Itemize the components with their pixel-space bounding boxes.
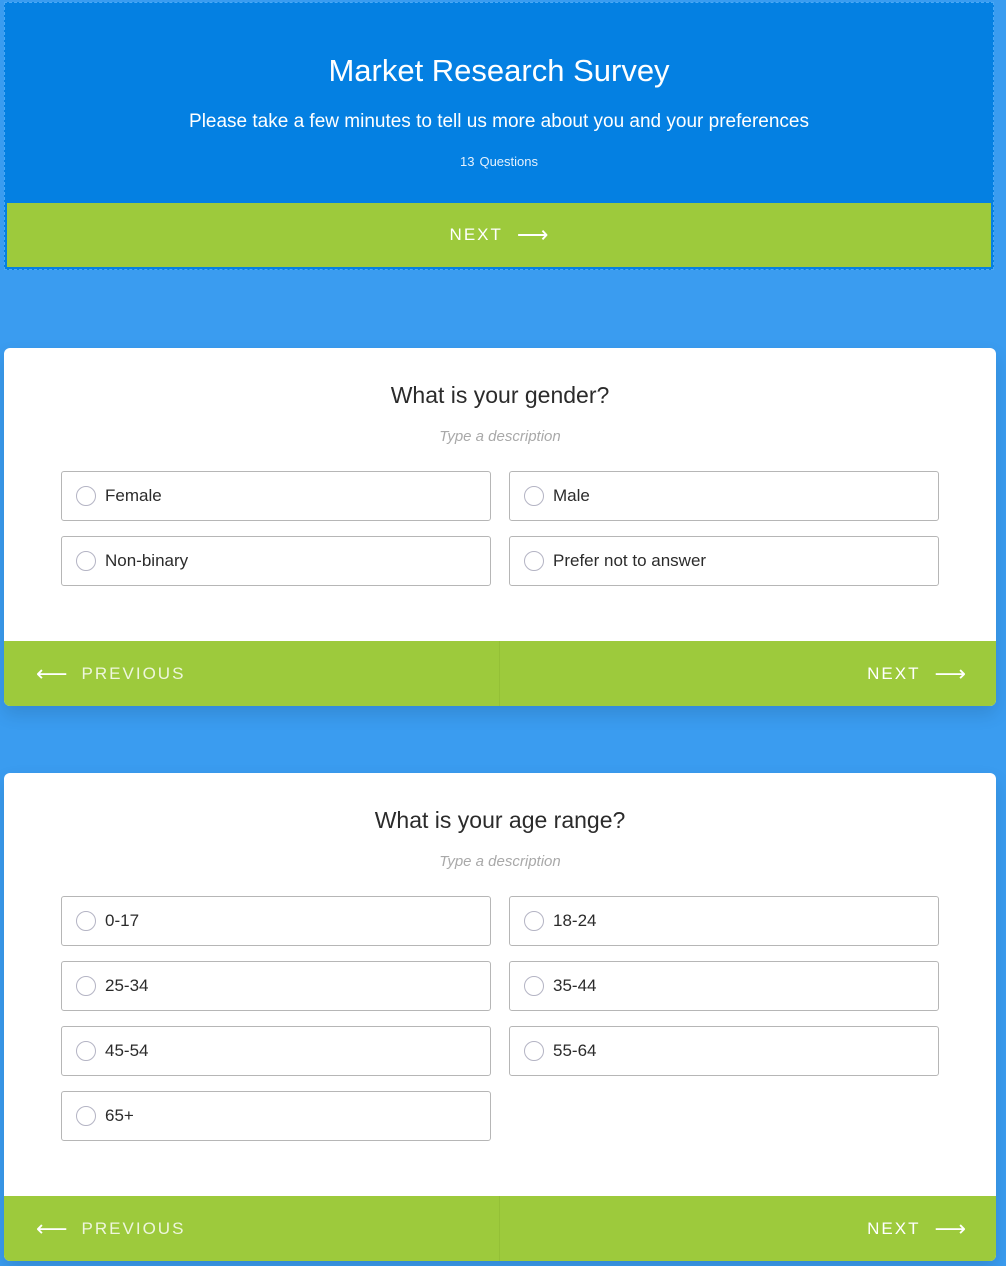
option-label: Female (105, 486, 162, 505)
header-next-button[interactable] (7, 203, 991, 267)
option-prefer-not-to-answer[interactable] (509, 536, 939, 586)
radio-button[interactable] (76, 551, 96, 571)
radio-button[interactable] (524, 486, 544, 506)
previous-label: PREVIOUS (81, 1218, 186, 1238)
radio-button[interactable] (76, 911, 96, 931)
arrow-left-icon: ⟵ (36, 1215, 68, 1241)
option-label: 45-54 (105, 1041, 149, 1060)
arrow-right-icon: ⟶ (516, 222, 549, 247)
radio-button[interactable] (76, 1041, 96, 1061)
next-label: NEXT (867, 663, 921, 683)
question-title: What is your gender? (390, 382, 610, 408)
option-0-17[interactable] (61, 896, 491, 946)
survey-title: Market Research Survey (328, 53, 670, 88)
option-male[interactable] (509, 471, 939, 521)
next-label: NEXT (867, 1218, 921, 1238)
option-55-64[interactable] (509, 1026, 939, 1076)
header-next-label: NEXT (449, 225, 503, 244)
radio-button[interactable] (524, 976, 544, 996)
option-18-24[interactable] (509, 896, 939, 946)
option-label: Male (553, 486, 590, 505)
question-description[interactable]: Type a description (439, 428, 561, 445)
question-count-label: Questions (479, 154, 538, 169)
question-description[interactable]: Type a description (439, 853, 561, 870)
radio-button[interactable] (524, 551, 544, 571)
survey-subtitle: Please take a few minutes to tell us more about you and your preferences (189, 111, 809, 132)
arrow-right-icon: ⟶ (934, 1215, 966, 1241)
option-label: Non-binary (105, 551, 189, 570)
options-grid (61, 896, 939, 1141)
previous-button[interactable] (4, 641, 500, 706)
radio-button[interactable] (76, 976, 96, 996)
question-card-age-range (4, 773, 996, 1261)
radio-button[interactable] (524, 1041, 544, 1061)
option-label: 25-34 (105, 976, 149, 995)
option-45-54[interactable] (61, 1026, 491, 1076)
option-non-binary[interactable] (61, 536, 491, 586)
previous-label: PREVIOUS (81, 663, 186, 683)
radio-button[interactable] (76, 486, 96, 506)
radio-button[interactable] (524, 911, 544, 931)
option-label: Prefer not to answer (553, 551, 707, 570)
previous-button[interactable] (4, 1196, 500, 1261)
question-card-gender (4, 348, 996, 706)
option-label: 0-17 (105, 911, 140, 930)
option-label: 35-44 (553, 976, 597, 995)
card-footer (4, 1196, 996, 1261)
next-button[interactable] (500, 641, 996, 706)
card-footer (4, 641, 996, 706)
survey-header (4, 2, 994, 270)
question-count (5, 154, 993, 169)
next-button[interactable] (500, 1196, 996, 1261)
radio-button[interactable] (76, 1106, 96, 1126)
question-count-number: 13 (459, 154, 475, 169)
options-grid (61, 471, 939, 586)
option-label: 18-24 (553, 911, 597, 930)
arrow-left-icon: ⟵ (36, 660, 68, 686)
option-label: 55-64 (553, 1041, 597, 1060)
option-65-plus[interactable] (61, 1091, 491, 1141)
question-title: What is your age range? (374, 807, 626, 833)
arrow-right-icon: ⟶ (934, 660, 966, 686)
option-female[interactable] (61, 471, 491, 521)
option-label: 65+ (105, 1106, 134, 1125)
option-35-44[interactable] (509, 961, 939, 1011)
option-25-34[interactable] (61, 961, 491, 1011)
